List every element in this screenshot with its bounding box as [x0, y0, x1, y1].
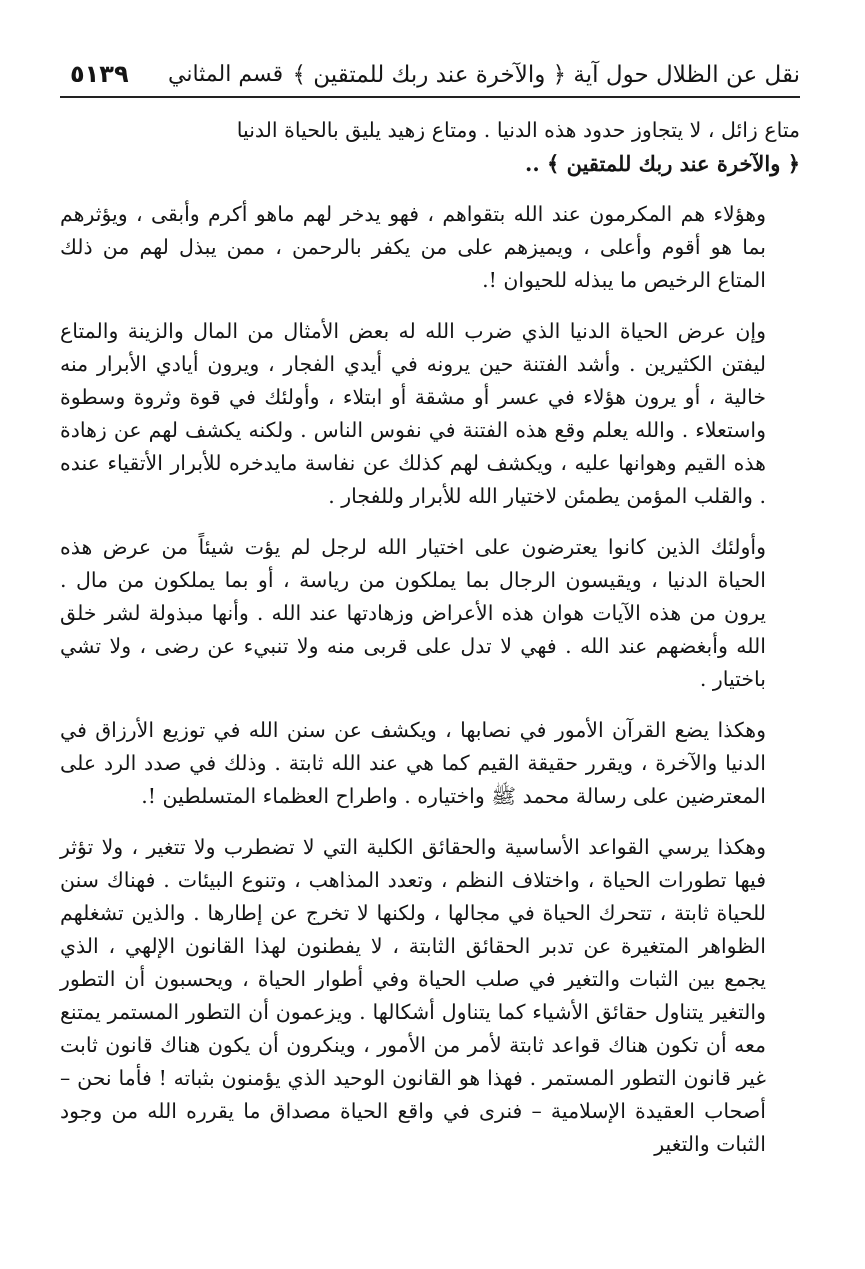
paragraph-6: وهكذا يرسي القواعد الأساسية والحقائق الكلية التي لا تضطرب ولا تتغير ، ولا تؤثر فيها تطورات الحياة ، واختلاف النظم ، وتعدد المذاهب ، وتنوع البيئات . فهناك سنن للحياة ثابتة ، تتحرك الحياة في مجالها ، ولكنها لا تخرج عن إطارها . والذين تشغلهم الظواهر المتغيرة عن تدبر الحقائق الثابتة ، لا يفطنون لهذا القانون الإلهي ، الذي يجمع بين الثبات والتغير في صلب الحياة وفي أطوار الحياة ، ويحسبون أن التطور والتغير يتناول حقائق الأشياء كما يتناول أشكالها . ويزعمون أن التطور المستمر يمتنع معه أن تكون هناك قواعد ثابتة لأمر من الأمور ، وينكرون أن يكون هناك قانون ثابت غير قانون التطور المستمر . فهذا هو القانون الوحيد الذي يؤمنون بثباته ! فأما نحن – أصحاب العقيدة الإسلامية – فنرى في واقع الحياة مصداق ما يقرره الله من وجود الثبات والتغير — [60, 835, 766, 1156]
paragraph-3: وإن عرض الحياة الدنيا الذي ضرب الله له بعض الأمثال من المال والزينة والمتاع ليفتن الكثيرين . وأشد الفتنة حين يرونه في أيدي الفجار ، ويرون أيادي الأبرار منه خالية ، أو يرون هؤلاء في عسر أو مشقة أو ابتلاء ، وأولئك في قوة وثروة وسطوة واستعلاء . والله يعلم وقع هذه الفتنة في نفوس الناس . ولكنه يكشف لهم عن زهادة هذه القيم وهوانها عليه ، ويكشف لهم كذلك عن نفاسة مايدخره للأبرار الأتقياء عنده . والقلب المؤمن يطمئن لاختيار الله للأبرار وللفجار . — [60, 319, 766, 508]
paragraph-2: وهؤلاء هم المكرمون عند الله بتقواهم ، فهو يدخر لهم ماهو أكرم وأبقى ، ويؤثرهم بما هو أقوم وأعلى ، ويميزهم على من يكفر بالرحمن ، ممن يبذل لهم من ذلك المتاع الرخيص ما يبذله للحيوان !. — [60, 202, 766, 292]
paragraph-1-text: متاع زائل ، لا يتجاوز حدود هذه الدنيا . ومتاع زهيد يليق بالحياة الدنيا — [236, 118, 800, 142]
paragraph-5: وهكذا يضع القرآن الأمور في نصابها ، ويكشف عن سنن الله في توزيع الأرزاق في الدنيا والآخرة ، ويقرر حقيقة القيم كما هي عند الله ثابتة . وذلك في صدد الرد على المعترضين على رسالة محمد ﷺ واختياره . واطراح العظماء المتسلطين !. — [60, 718, 766, 808]
quran-verse: ﴿ والآخرة عند ربك للمتقين ﴾ .. — [525, 151, 800, 176]
header-divider — [60, 96, 800, 98]
running-title: نقل عن الظلال حول آية ﴿ والآخرة عند ربك للمتقين ﴾ — [292, 62, 800, 88]
page-header — [60, 58, 800, 98]
paragraph-1 — [60, 114, 800, 180]
body-text — [60, 114, 800, 1161]
paragraph-4: وأولئك الذين كانوا يعترضون على اختيار الله لرجل لم يؤت شيئاً من عرض هذه الحياة الدنيا ، ويقيسون الرجال بما يملكون من رياسة ، أو بما يملكون من مال . يرون من هذه الآيات هوان هذه الأعراض وزهادتها عند الله . وأنها مبذولة لشر خلق الله وأبغضهم عند الله . فهي لا تدل على قربى منه ولا تنبيء عن رضى ، ولا تشي باختيار . — [60, 535, 766, 691]
page-number: ٥١٣٩ — [70, 60, 129, 88]
section-label: قسم المثاني — [168, 62, 284, 87]
book-page — [60, 0, 800, 1269]
